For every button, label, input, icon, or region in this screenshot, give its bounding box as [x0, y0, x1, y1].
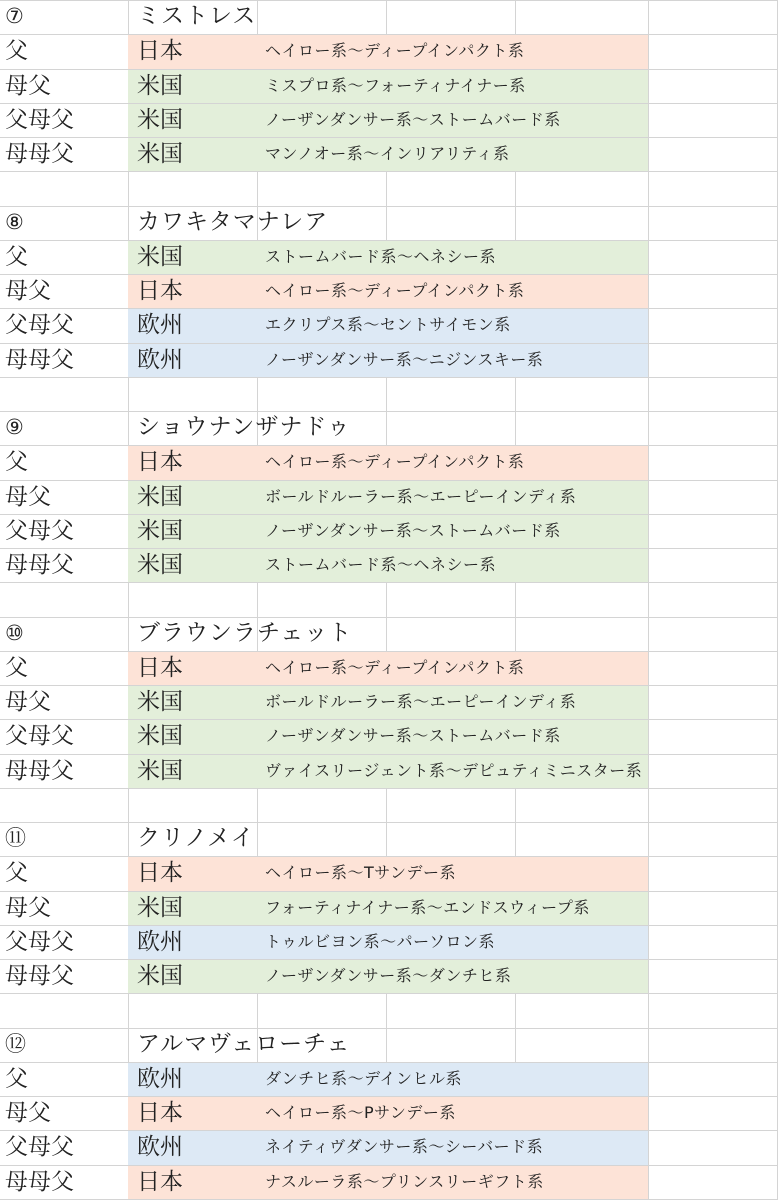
grid-row-line: [0, 993, 778, 994]
grid-row-line: [0, 206, 778, 207]
grid-row-line: [0, 240, 778, 241]
pedigree-role: 父母父: [5, 106, 74, 133]
pedigree-role: 母父: [5, 72, 51, 99]
grid-row-line: [0, 445, 778, 446]
horse-name: ショウナンザナドゥ: [137, 414, 351, 440]
pedigree-role: 母父: [5, 689, 51, 715]
region-label: 欧州: [137, 1134, 183, 1161]
sire-line: フォーティナイナー系〜エンドスウィープ系: [265, 897, 590, 917]
pedigree-role: 母父: [5, 1100, 51, 1126]
pedigree-role: 母母父: [5, 346, 74, 373]
pedigree-role: 父: [5, 654, 28, 681]
sire-line: ボールドルーラー系〜エーピーインディ系: [265, 486, 577, 506]
grid-row-line: [0, 548, 778, 549]
region-label: 欧州: [137, 928, 183, 955]
region-label: 欧州: [137, 346, 183, 373]
region-label: 米国: [137, 243, 183, 270]
region-label: 米国: [137, 483, 183, 510]
grid-row-line: [0, 582, 778, 583]
pedigree-role: 父母父: [5, 312, 74, 339]
horse-name: アルマヴェローチェ: [137, 1030, 351, 1057]
sire-line: ヘイロー系〜ディープインパクト系: [265, 657, 525, 677]
sire-line: ノーザンダンサー系〜ストームバード系: [265, 726, 561, 746]
sire-line: ストームバード系〜ヘネシー系: [265, 555, 497, 574]
sire-line: ノーザンダンサー系〜ストームバード系: [265, 109, 561, 129]
sire-line: ヴァイスリージェント系〜デピュティミニスター系: [265, 760, 643, 780]
grid-row-line: [0, 274, 778, 275]
region-label: 米国: [137, 963, 183, 989]
horse-name: カワキタマナレア: [137, 208, 329, 235]
pedigree-role: 父: [5, 860, 28, 887]
grid-row-line: [0, 959, 778, 960]
region-label: 日本: [137, 1168, 183, 1195]
pedigree-role: 父母父: [5, 723, 74, 750]
grid-row-line: [0, 788, 778, 789]
pedigree-role: 父母父: [5, 1134, 74, 1161]
sire-line: トゥルビヨン系〜パーソロン系: [265, 931, 495, 951]
grid-row-line: [0, 34, 778, 35]
sire-line: ノーザンダンサー系〜ダンチヒ系: [265, 966, 512, 985]
region-label: 米国: [137, 72, 183, 99]
grid-column-line: [386, 0, 387, 1200]
horse-name: ミストレス: [137, 3, 257, 29]
sire-line: ストームバード系〜ヘネシー系: [265, 246, 497, 266]
sire-line: ナスルーラ系〜プリンスリーギフト系: [265, 1171, 544, 1191]
region-label: 日本: [137, 860, 183, 887]
region-label: 欧州: [137, 312, 183, 339]
grid-row-line: [0, 719, 778, 720]
horse-name: クリノメイ: [137, 825, 255, 851]
horse-number: ⑦: [5, 4, 24, 28]
sire-line: ダンチヒ系〜デインヒル系: [265, 1068, 463, 1088]
sire-line: ヘイロー系〜ディープインパクト系: [265, 41, 525, 61]
region-label: 米国: [137, 106, 183, 133]
region-label: 米国: [137, 141, 183, 167]
pedigree-role: 母母父: [5, 963, 74, 989]
horse-number: ⑩: [5, 620, 24, 645]
sire-line: ヘイロー系〜Tサンデー系: [265, 863, 456, 883]
horse-number: ⑪: [5, 826, 26, 850]
grid-row-line: [0, 377, 778, 378]
grid-row-line: [0, 856, 778, 857]
pedigree-role: 父: [5, 449, 28, 476]
region-label: 米国: [137, 894, 183, 921]
pedigree-role: 父: [5, 243, 28, 270]
region-label: 日本: [137, 278, 183, 304]
grid-row-line: [0, 411, 778, 412]
grid-row-line: [0, 891, 778, 892]
sire-line: ノーザンダンサー系〜ニジンスキー系: [265, 349, 544, 369]
region-label: 米国: [137, 517, 183, 544]
region-label: 日本: [137, 38, 183, 65]
pedigree-role: 父母父: [5, 517, 74, 544]
region-label: 米国: [137, 552, 183, 578]
grid-row-line: [0, 514, 778, 515]
pedigree-role: 母父: [5, 483, 51, 510]
grid-row-line: [0, 617, 778, 618]
grid-row-line: [0, 822, 778, 823]
grid-row-line: [0, 308, 778, 309]
grid-row-line: [0, 685, 778, 686]
grid-row-line: [0, 651, 778, 652]
sire-line: マンノオー系〜インリアリティ系: [265, 144, 510, 163]
grid-row-line: [0, 171, 778, 172]
pedigree-role: 母父: [5, 278, 51, 304]
region-label: 欧州: [137, 1065, 183, 1092]
sire-line: ヘイロー系〜ディープインパクト系: [265, 281, 525, 300]
region-label: 米国: [137, 689, 183, 715]
sire-line: ヘイロー系〜Pサンデー系: [265, 1103, 456, 1122]
sire-line: ミスプロ系〜フォーティナイナー系: [265, 75, 526, 95]
pedigree-role: 母母父: [5, 1168, 74, 1195]
grid-row-line: [0, 0, 778, 1]
horse-number: ⑫: [5, 1031, 26, 1056]
pedigree-role: 母母父: [5, 552, 74, 578]
grid-column-line: [128, 0, 129, 1200]
grid-column-line: [515, 0, 516, 1200]
region-label: 米国: [137, 723, 183, 750]
grid-row-line: [0, 1096, 778, 1097]
pedigree-role: 母母父: [5, 141, 74, 167]
sire-line: ネイティヴダンサー系〜シーバード系: [265, 1137, 544, 1157]
pedigree-role: 母母父: [5, 757, 74, 784]
region-label: 日本: [137, 654, 183, 681]
pedigree-role: 父: [5, 38, 28, 65]
grid-row-line: [0, 925, 778, 926]
grid-row-line: [0, 1028, 778, 1029]
grid-column-line: [257, 0, 258, 1200]
grid-row-line: [0, 69, 778, 70]
grid-column-line: [648, 0, 649, 1200]
pedigree-role: 父母父: [5, 928, 74, 955]
grid-row-line: [0, 343, 778, 344]
region-label: 日本: [137, 1100, 183, 1126]
horse-number: ⑨: [5, 415, 24, 439]
sire-line: エクリプス系〜セントサイモン系: [265, 315, 511, 335]
grid-row-line: [0, 480, 778, 481]
region-label: 日本: [137, 449, 183, 476]
grid-row-line: [0, 1130, 778, 1131]
grid-row-line: [0, 137, 778, 138]
sire-line: ノーザンダンサー系〜ストームバード系: [265, 520, 561, 540]
sire-line: ヘイロー系〜ディープインパクト系: [265, 452, 525, 472]
pedigree-role: 母父: [5, 894, 51, 921]
grid-row-line: [0, 1165, 778, 1166]
grid-row-line: [0, 103, 778, 104]
grid-row-line: [0, 1062, 778, 1063]
sire-line: ボールドルーラー系〜エーピーインディ系: [265, 692, 577, 711]
region-label: 米国: [137, 757, 183, 784]
grid-row-line: [0, 754, 778, 755]
horse-name: ブラウンラチェット: [137, 619, 353, 646]
pedigree-role: 父: [5, 1065, 28, 1092]
horse-number: ⑧: [5, 209, 24, 234]
